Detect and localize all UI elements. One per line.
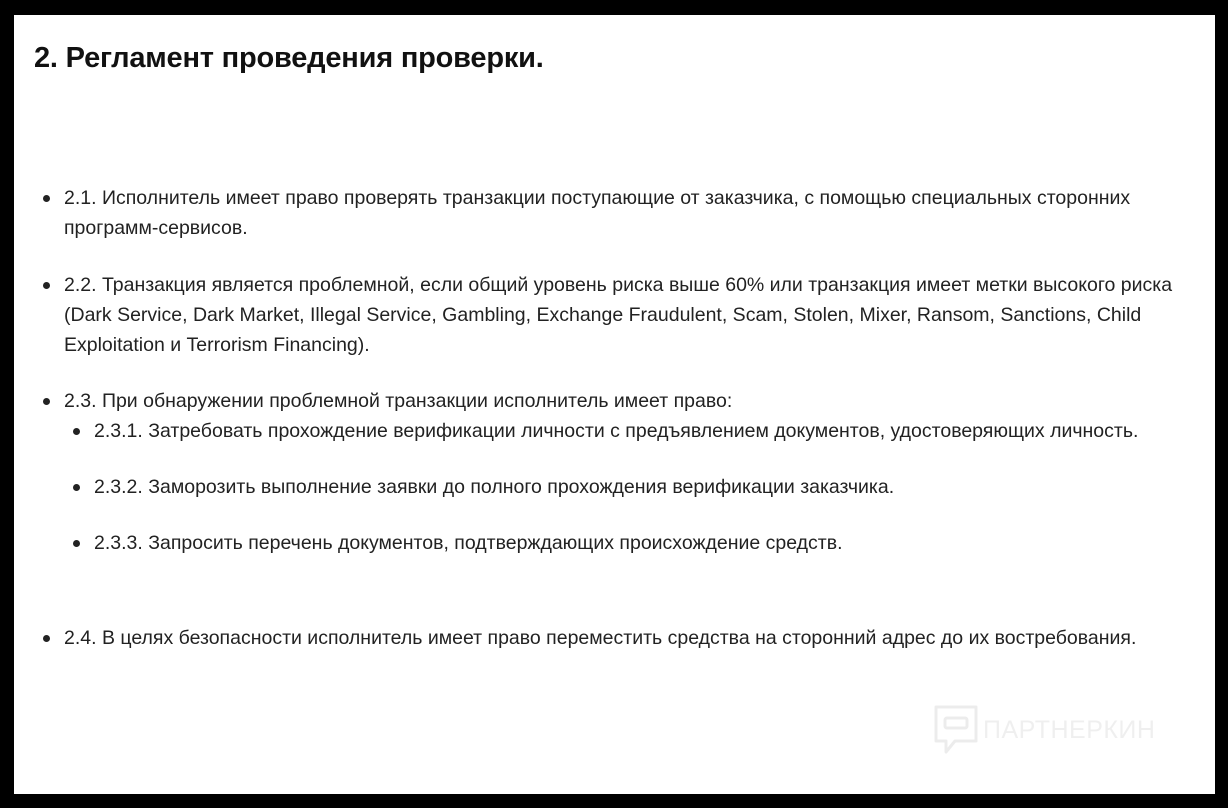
sub-list-item	[64, 472, 1204, 502]
list-item	[14, 270, 1204, 360]
bullet-icon	[43, 195, 50, 202]
document-page	[14, 15, 1215, 794]
speech-bubble-logo-icon	[933, 704, 979, 756]
list-item	[14, 183, 1204, 243]
list-item-text: 2.2. Транзакция является проблемной, если общий уровень риска выше 60% или транзакция имеет метки высокого риска (Dark Service, Dark Market, Illegal Service, Gambling, Exchange Fraudulent, Scam, Stolen, Mixer, Ransom, Sanctions, Child Exploitation и Terrorism Financing).	[64, 274, 1173, 356]
sub-list-item	[64, 416, 1204, 446]
sub-list	[64, 416, 1204, 558]
sub-list-item-text: 2.3.2. Заморозить выполнение заявки до полного прохождения верификации заказчика.	[94, 476, 895, 498]
bullet-icon	[43, 635, 50, 642]
list-item-text: 2.3. При обнаружении проблемной транзакции исполнитель имеет право:	[64, 390, 733, 412]
sub-list-item-text: 2.3.1. Затребовать прохождение верификации личности с предъявлением документов, удостоверяющих личность.	[94, 420, 1139, 442]
bullet-icon	[43, 398, 50, 405]
list-item-text: 2.1. Исполнитель имеет право проверять транзакции поступающие от заказчика, с помощью специальных сторонних программ-сервисов.	[64, 187, 1131, 239]
rules-list	[14, 183, 1204, 653]
watermark	[933, 703, 1155, 757]
bullet-icon	[73, 484, 80, 491]
list-item	[14, 386, 1204, 558]
list-item-text: 2.4. В целях безопасности исполнитель имеет право переместить средства на сторонний адрес до их востребования.	[64, 627, 1137, 649]
list-item	[14, 623, 1204, 653]
bullet-icon	[43, 282, 50, 289]
bullet-icon	[73, 428, 80, 435]
bullet-icon	[73, 540, 80, 547]
sub-list-item-text: 2.3.3. Запросить перечень документов, подтверждающих происхождение средств.	[94, 532, 843, 554]
sub-list-item	[64, 528, 1204, 558]
watermark-text: ПАРТНЕРКИН	[983, 715, 1156, 744]
page-title: 2. Регламент проведения проверки.	[34, 42, 544, 74]
